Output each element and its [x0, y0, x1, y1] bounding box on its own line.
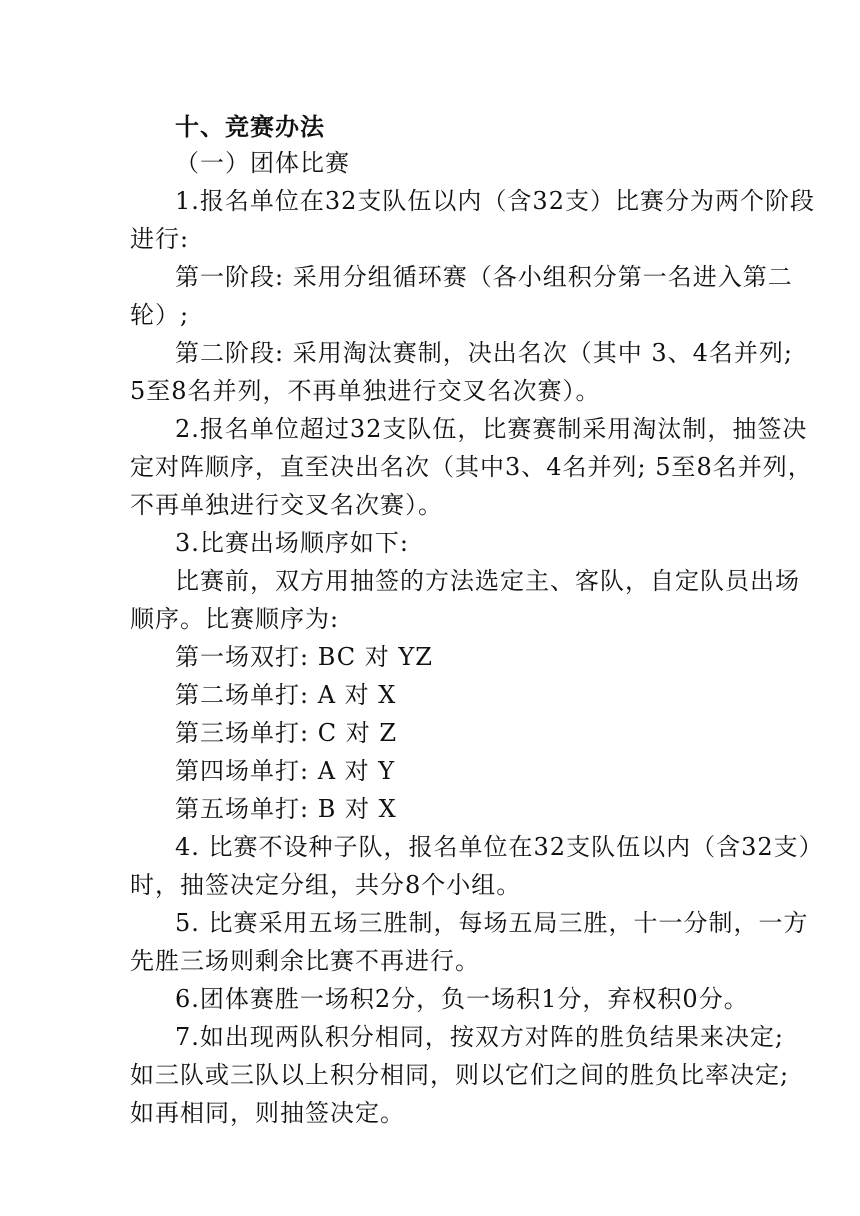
paragraph-line: 如再相同，则抽签决定。	[130, 1099, 405, 1127]
paragraph-line: 顺序。比赛顺序为:	[130, 605, 340, 633]
paragraph-line: 定对阵顺序，直至决出名次（其中3、4名并列; 5至8名并列，	[130, 453, 813, 481]
paragraph-line: 比赛前，双方用抽签的方法选定主、客队，自定队员出场	[175, 567, 800, 595]
match-order-line: 第一场双打: BC 对 YZ	[175, 643, 433, 671]
paragraph-line: 5. 比赛采用五场三胜制，每场五局三胜，十一分制，一方	[175, 909, 809, 937]
paragraph-line: 3.比赛出场顺序如下:	[175, 529, 409, 557]
paragraph-line: 如三队或三队以上积分相同，则以它们之间的胜负比率决定;	[130, 1061, 790, 1089]
paragraph-line: 1.报名单位在32支队伍以内（含32支）比赛分为两个阶段	[175, 187, 815, 215]
paragraph-line: 第一阶段: 采用分组循环赛（各小组积分第一名进入第二	[175, 263, 793, 291]
paragraph-line: 不再单独进行交叉名次赛）。	[130, 491, 443, 519]
paragraph-line: 轮）;	[130, 301, 190, 329]
match-order-line: 第二场单打: A 对 X	[175, 681, 397, 709]
paragraph-line: 6.团体赛胜一场积2分，负一场积1分，弃权积0分。	[175, 985, 749, 1013]
match-order-line: 第三场单打: C 对 Z	[175, 719, 398, 747]
match-order-line: 第五场单打: B 对 X	[175, 795, 397, 823]
paragraph-line: 先胜三场则剩余比赛不再进行。	[130, 947, 480, 975]
match-order-line: 第四场单打: A 对 Y	[175, 757, 396, 785]
paragraph-line: 4. 比赛不设种子队，报名单位在32支队伍以内（含32支）	[175, 833, 824, 861]
paragraph-line: 时，抽签决定分组，共分8个小组。	[130, 871, 522, 899]
subsection-title: （一）团体比赛	[175, 149, 350, 177]
paragraph-line: 进行:	[130, 225, 190, 253]
paragraph-line: 第二阶段: 采用淘汰赛制，决出名次（其中 3、4名并列;	[175, 339, 793, 367]
paragraph-line: 5至8名并列，不再单独进行交叉名次赛）。	[130, 377, 601, 405]
section-title: 十、竞赛办法	[175, 113, 325, 141]
paragraph-line: 2.报名单位超过32支队伍，比赛赛制采用淘汰制，抽签决	[175, 415, 808, 443]
paragraph-line: 7.如出现两队积分相同，按双方对阵的胜负结果来决定;	[175, 1023, 784, 1051]
